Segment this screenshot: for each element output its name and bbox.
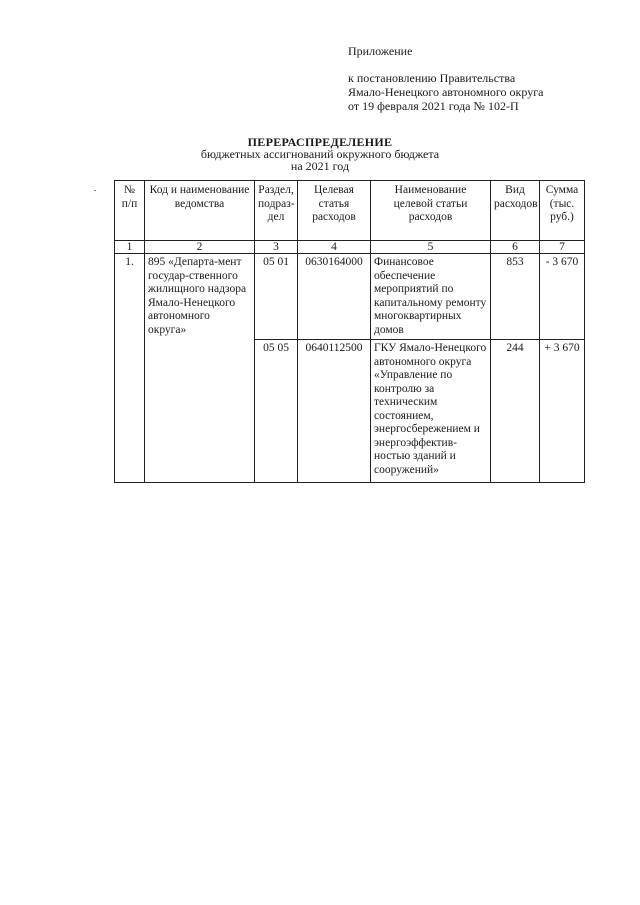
reallocation-table: [114, 180, 585, 483]
department-cell: 895 «Департа-мент государ-ственного жилищного надзора Ямало-Ненецкого автономного округа»: [145, 254, 255, 483]
header-name: Наименование целевой статьи расходов: [371, 181, 491, 241]
expense-name-cell: Финансовое обеспечение мероприятий по капитальному ремонту многоквартирных домов: [371, 254, 491, 340]
title-main: ПЕРЕРАСПРЕДЕЛЕНИЕ: [247, 135, 393, 149]
header-kind: Вид расходов: [491, 181, 540, 241]
header-target: Целевая статья расходов: [298, 181, 371, 241]
title-sub-2: на 2021 год: [290, 159, 350, 173]
header-num: № п/п: [115, 181, 145, 241]
appendix-block: [348, 44, 543, 113]
col-number: 1: [115, 241, 145, 254]
expense-name-cell: ГКУ Ямало-Ненецкого автономного округа «Управление по контролю за техническим состоянием, энергосбережением и энергоэффектив-ностью зданий и сооружений»: [371, 340, 491, 483]
document-title: [0, 136, 640, 172]
col-number: 5: [371, 241, 491, 254]
section-cell: 05 01: [255, 254, 298, 340]
col-number: 3: [255, 241, 298, 254]
header-amount: Сумма (тыс. руб.): [540, 181, 585, 241]
col-number: 7: [540, 241, 585, 254]
title-sub-1: бюджетных ассигнований окружного бюджета: [200, 147, 440, 161]
col-number: 6: [491, 241, 540, 254]
row-number: 1.: [115, 254, 145, 483]
col-number: 2: [145, 241, 255, 254]
appendix-line-1: к постановлению Правительства: [348, 71, 516, 85]
target-cell: 0630164000: [298, 254, 371, 340]
header-row: [115, 181, 585, 241]
kind-cell: 244: [491, 340, 540, 483]
header-section: Раздел, подраз-дел: [255, 181, 298, 241]
appendix-line-3: от 19 февраля 2021 года № 102-П: [348, 99, 519, 113]
amount-cell: - 3 670: [540, 254, 585, 340]
amount-cell: + 3 670: [540, 340, 585, 483]
target-cell: 0640112500: [298, 340, 371, 483]
kind-cell: 853: [491, 254, 540, 340]
header-department: Код и наименование ведомства: [145, 181, 255, 241]
table-row: [115, 254, 585, 340]
column-number-row: [115, 241, 585, 254]
appendix-line-2: Ямало-Ненецкого автономного округа: [348, 85, 544, 99]
scan-mark: [94, 190, 96, 191]
section-cell: 05 05: [255, 340, 298, 483]
col-number: 4: [298, 241, 371, 254]
appendix-label: Приложение: [348, 44, 413, 58]
